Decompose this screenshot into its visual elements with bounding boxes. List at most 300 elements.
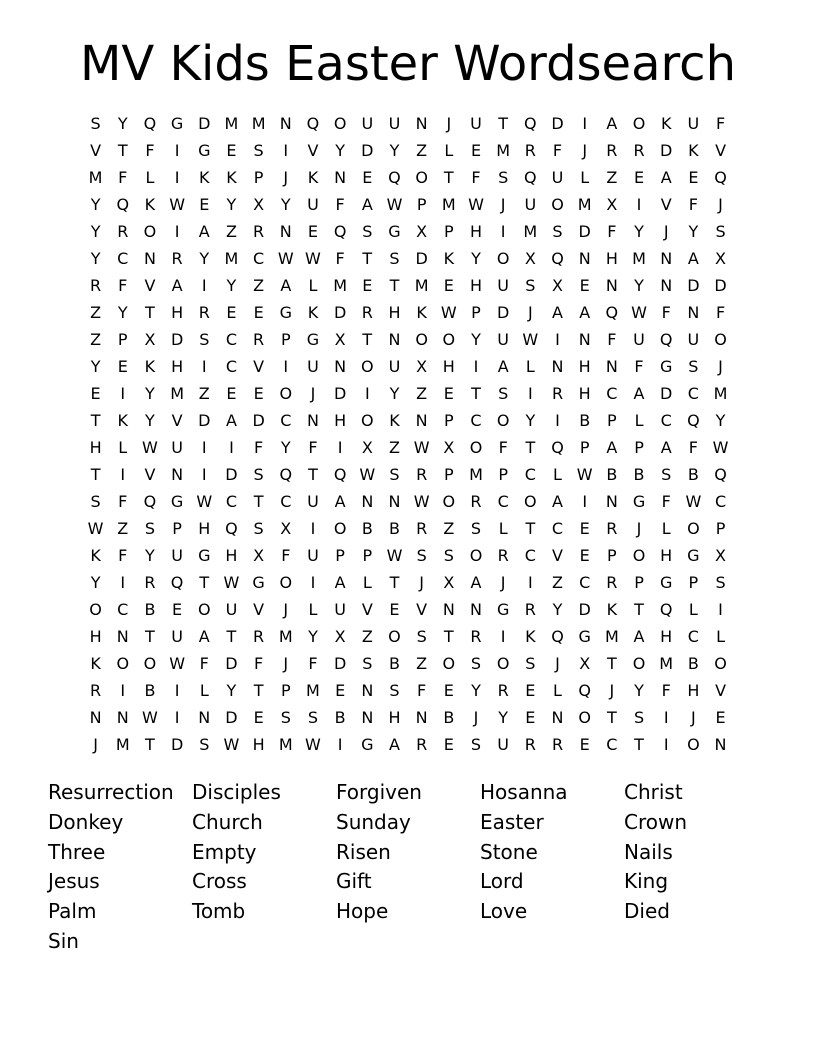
grid-letter[interactable]: T [606,654,617,673]
grid-letter[interactable]: E [525,681,536,700]
grid-letter[interactable]: R [253,330,265,349]
grid-letter[interactable]: I [120,573,126,592]
grid-letter[interactable]: O [89,600,102,619]
grid-letter[interactable]: M [170,384,184,403]
grid-letter[interactable]: W [305,735,321,754]
grid-letter[interactable]: H [578,384,591,403]
grid-letter[interactable]: R [470,492,482,511]
grid-letter[interactable]: M [88,168,103,187]
grid-letter[interactable]: L [118,438,128,457]
grid-letter[interactable]: G [198,546,211,565]
grid-letter[interactable]: K [90,654,101,673]
grid-letter[interactable]: I [718,600,723,619]
grid-letter[interactable]: T [525,438,536,457]
grid-letter[interactable]: D [170,330,184,349]
grid-letter[interactable]: W [87,519,104,538]
grid-letter[interactable]: U [334,600,346,619]
grid-letter[interactable]: N [578,249,591,268]
grid-letter[interactable]: H [660,627,673,646]
grid-letter[interactable]: C [687,384,699,403]
grid-letter[interactable]: F [634,357,644,376]
grid-letter[interactable]: Y [226,276,237,295]
grid-letter[interactable]: C [606,735,618,754]
grid-letter[interactable]: J [718,195,723,214]
grid-letter[interactable]: I [582,492,588,511]
grid-letter[interactable]: X [579,654,591,673]
grid-letter[interactable]: O [632,546,646,565]
grid-letter[interactable]: P [280,330,291,349]
grid-letter[interactable]: S [253,465,264,484]
grid-letter[interactable]: F [145,141,155,160]
grid-letter[interactable]: S [362,222,373,241]
grid-letter[interactable]: Y [145,411,155,430]
grid-letter[interactable]: I [174,168,180,187]
grid-letter[interactable]: O [143,222,157,241]
grid-letter[interactable]: U [361,114,374,133]
grid-letter[interactable]: B [687,465,699,484]
grid-letter[interactable]: U [551,168,564,187]
grid-letter[interactable]: E [525,708,536,727]
grid-letter[interactable]: V [361,600,373,619]
grid-letter[interactable]: Z [443,519,455,538]
grid-letter[interactable]: L [553,681,562,700]
grid-letter[interactable]: I [174,681,180,700]
grid-letter[interactable]: T [606,708,617,727]
grid-letter[interactable]: B [443,708,455,727]
grid-letter[interactable]: Q [605,303,619,322]
grid-letter[interactable]: T [443,627,454,646]
grid-letter[interactable]: E [199,195,210,214]
grid-letter[interactable]: B [144,600,156,619]
grid-letter[interactable]: H [687,681,700,700]
grid-letter[interactable]: F [688,438,698,457]
grid-letter[interactable]: R [497,546,509,565]
grid-letter[interactable]: N [660,249,673,268]
grid-letter[interactable]: P [362,546,373,565]
grid-letter[interactable]: S [416,546,427,565]
grid-letter[interactable]: M [306,681,320,700]
grid-letter[interactable]: H [89,438,102,457]
grid-letter[interactable]: L [716,627,725,646]
grid-letter[interactable]: R [90,276,102,295]
grid-letter[interactable]: U [470,114,482,133]
grid-letter[interactable]: E [688,168,699,187]
grid-letter[interactable]: O [361,357,374,376]
grid-letter[interactable]: Q [687,411,700,430]
grid-letter[interactable]: R [606,141,618,160]
grid-letter[interactable]: C [524,465,536,484]
grid-letter[interactable]: K [307,303,319,322]
grid-letter[interactable]: E [579,735,590,754]
grid-letter[interactable]: X [552,276,563,295]
grid-letter[interactable]: D [170,735,184,754]
grid-letter[interactable]: L [308,276,318,295]
grid-letter[interactable]: O [143,654,157,673]
grid-letter[interactable]: W [142,708,158,727]
grid-letter[interactable]: J [555,654,560,673]
grid-letter[interactable]: N [361,492,374,511]
grid-letter[interactable]: G [198,141,211,160]
grid-letter[interactable]: Q [170,573,184,592]
grid-letter[interactable]: B [633,465,645,484]
grid-letter[interactable]: D [225,654,238,673]
grid-letter[interactable]: T [389,276,400,295]
grid-letter[interactable]: V [253,600,265,619]
grid-letter[interactable]: P [335,546,345,565]
grid-letter[interactable]: I [555,330,560,349]
grid-letter[interactable]: Q [524,114,537,133]
grid-letter[interactable]: K [226,168,237,187]
grid-letter[interactable]: G [361,735,374,754]
grid-letter[interactable]: X [334,330,346,349]
grid-letter[interactable]: F [254,654,264,673]
grid-letter[interactable]: N [551,708,564,727]
grid-letter[interactable]: Z [198,384,210,403]
grid-letter[interactable]: A [606,438,618,457]
grid-letter[interactable]: H [469,222,482,241]
grid-letter[interactable]: I [310,573,316,592]
grid-letter[interactable]: C [117,600,129,619]
grid-letter[interactable]: Q [279,465,293,484]
grid-letter[interactable]: A [633,384,645,403]
grid-letter[interactable]: T [634,600,644,619]
grid-letter[interactable]: Z [388,438,400,457]
grid-letter[interactable]: F [281,546,291,565]
grid-letter[interactable]: F [118,492,128,511]
grid-letter[interactable]: Y [525,411,536,430]
grid-letter[interactable]: E [470,141,482,160]
grid-letter[interactable]: P [280,681,291,700]
grid-letter[interactable]: C [551,519,564,538]
grid-letter[interactable]: D [333,384,347,403]
grid-letter[interactable]: P [634,438,644,457]
grid-letter[interactable]: O [496,411,510,430]
grid-letter[interactable]: Y [634,681,644,700]
grid-letter[interactable]: P [443,222,454,241]
grid-letter[interactable]: R [117,222,129,241]
grid-letter[interactable]: L [444,141,454,160]
grid-letter[interactable]: A [606,114,618,133]
grid-letter[interactable]: I [663,735,669,754]
grid-letter[interactable]: Y [145,384,155,403]
grid-letter[interactable]: O [415,330,428,349]
grid-letter[interactable]: X [524,249,536,268]
grid-letter[interactable]: P [253,168,264,187]
grid-letter[interactable]: S [470,519,482,538]
grid-letter[interactable]: E [307,222,319,241]
grid-letter[interactable]: J [283,168,289,187]
grid-letter[interactable]: W [169,654,186,673]
grid-letter[interactable]: K [144,357,156,376]
grid-letter[interactable]: E [443,681,454,700]
grid-letter[interactable]: J [718,357,723,376]
grid-letter[interactable]: O [524,492,537,511]
grid-letter[interactable]: M [469,465,483,484]
grid-letter[interactable]: S [715,573,726,592]
grid-letter[interactable]: O [496,249,510,268]
grid-letter[interactable]: G [659,573,673,592]
grid-letter[interactable]: G [496,600,510,619]
grid-letter[interactable]: L [634,411,644,430]
grid-letter[interactable]: P [172,519,182,538]
grid-letter[interactable]: O [442,492,456,511]
grid-letter[interactable]: N [306,411,319,430]
grid-letter[interactable]: H [198,519,211,538]
grid-letter[interactable]: Q [578,681,591,700]
grid-letter[interactable]: K [525,627,536,646]
grid-letter[interactable]: O [714,654,727,673]
grid-letter[interactable]: R [524,735,536,754]
grid-letter[interactable]: Q [333,465,347,484]
grid-letter[interactable]: N [198,708,211,727]
grid-letter[interactable]: N [334,168,347,187]
grid-letter[interactable]: W [576,465,593,484]
grid-letter[interactable]: U [307,357,319,376]
grid-letter[interactable]: I [527,573,533,592]
grid-letter[interactable]: B [606,465,618,484]
grid-letter[interactable]: Z [225,222,237,241]
grid-letter[interactable]: I [201,438,207,457]
grid-letter[interactable]: T [471,384,481,403]
grid-letter[interactable]: Z [117,519,129,538]
grid-letter[interactable]: E [226,384,237,403]
grid-letter[interactable]: A [334,492,346,511]
grid-letter[interactable]: L [145,168,155,187]
grid-letter[interactable]: Y [90,222,101,241]
grid-letter[interactable]: X [416,222,428,241]
grid-letter[interactable]: Y [471,330,481,349]
grid-letter[interactable]: Q [551,627,564,646]
grid-letter[interactable]: H [442,357,455,376]
grid-letter[interactable]: I [337,438,343,457]
grid-letter[interactable]: K [307,168,319,187]
grid-letter[interactable]: K [199,168,210,187]
grid-letter[interactable]: A [660,168,672,187]
grid-letter[interactable]: Q [551,249,564,268]
grid-letter[interactable]: U [171,438,183,457]
grid-letter[interactable]: V [715,141,727,160]
grid-letter[interactable]: S [144,519,155,538]
grid-letter[interactable]: Y [308,627,318,646]
grid-letter[interactable]: U [497,330,510,349]
grid-letter[interactable]: R [633,141,645,160]
grid-letter[interactable]: S [389,465,400,484]
grid-letter[interactable]: T [389,573,400,592]
grid-letter[interactable]: N [415,411,428,430]
grid-letter[interactable]: F [471,168,481,187]
grid-letter[interactable]: P [117,330,128,349]
grid-letter[interactable]: U [307,195,319,214]
grid-letter[interactable]: B [388,654,400,673]
grid-letter[interactable]: Q [116,195,130,214]
grid-letter[interactable]: W [413,438,430,457]
grid-letter[interactable]: G [578,627,591,646]
grid-letter[interactable]: Z [90,303,102,322]
grid-letter[interactable]: E [226,303,237,322]
grid-letter[interactable]: F [199,654,209,673]
grid-letter[interactable]: Q [333,222,347,241]
grid-letter[interactable]: O [197,600,211,619]
grid-letter[interactable]: D [660,141,673,160]
grid-letter[interactable]: W [468,195,484,214]
grid-letter[interactable]: S [633,708,645,727]
grid-letter[interactable]: F [335,249,345,268]
grid-letter[interactable]: B [334,708,346,727]
grid-letter[interactable]: V [416,600,428,619]
grid-letter[interactable]: J [500,195,506,214]
grid-letter[interactable]: I [663,708,669,727]
grid-letter[interactable]: T [117,141,128,160]
grid-letter[interactable]: O [578,708,591,727]
grid-letter[interactable]: Y [389,384,400,403]
grid-letter[interactable]: A [660,438,672,457]
grid-letter[interactable]: S [389,249,400,268]
grid-letter[interactable]: D [198,114,211,133]
grid-letter[interactable]: M [224,249,239,268]
grid-letter[interactable]: W [712,438,729,457]
grid-letter[interactable]: S [470,654,482,673]
grid-letter[interactable]: W [386,195,403,214]
grid-letter[interactable]: Q [524,168,537,187]
grid-letter[interactable]: F [335,195,345,214]
grid-letter[interactable]: U [388,114,401,133]
grid-letter[interactable]: G [687,546,700,565]
grid-letter[interactable]: L [498,519,508,538]
grid-letter[interactable]: V [144,276,156,295]
grid-letter[interactable]: Z [416,384,428,403]
grid-letter[interactable]: Z [606,168,618,187]
grid-letter[interactable]: S [90,492,101,511]
grid-letter[interactable]: H [171,303,184,322]
grid-letter[interactable]: Y [226,195,237,214]
grid-letter[interactable]: L [688,600,698,619]
grid-letter[interactable]: K [117,411,128,430]
grid-letter[interactable]: M [278,735,293,754]
grid-letter[interactable]: S [715,222,726,241]
grid-letter[interactable]: E [443,735,454,754]
grid-letter[interactable]: Z [416,141,428,160]
grid-letter[interactable]: F [118,276,128,295]
grid-letter[interactable]: D [578,222,591,241]
grid-letter[interactable]: K [144,195,156,214]
grid-letter[interactable]: A [361,195,373,214]
grid-letter[interactable]: G [388,222,401,241]
grid-letter[interactable]: K [416,303,427,322]
grid-letter[interactable]: Q [388,168,401,187]
grid-letter[interactable]: Y [552,600,563,619]
grid-letter[interactable]: V [90,141,102,160]
grid-letter[interactable]: I [473,357,479,376]
grid-letter[interactable]: Y [634,276,644,295]
grid-letter[interactable]: S [253,141,264,160]
grid-letter[interactable]: G [252,573,265,592]
grid-letter[interactable]: K [389,411,400,430]
grid-letter[interactable]: V [253,357,265,376]
grid-letter[interactable]: S [199,330,210,349]
grid-letter[interactable]: M [278,627,293,646]
grid-letter[interactable]: S [307,708,319,727]
grid-letter[interactable]: D [361,141,374,160]
grid-letter[interactable]: D [660,384,673,403]
grid-letter[interactable]: Y [688,222,699,241]
grid-letter[interactable]: P [579,438,590,457]
grid-letter[interactable]: D [225,708,238,727]
grid-letter[interactable]: Z [361,627,373,646]
grid-letter[interactable]: O [442,330,456,349]
grid-letter[interactable]: Y [199,249,210,268]
grid-letter[interactable]: O [496,654,510,673]
grid-letter[interactable]: W [386,546,403,565]
grid-letter[interactable]: E [117,357,128,376]
grid-letter[interactable]: S [552,222,563,241]
grid-letter[interactable]: I [500,222,506,241]
grid-letter[interactable]: O [714,330,727,349]
grid-letter[interactable]: X [416,357,428,376]
grid-letter[interactable]: V [144,465,156,484]
grid-letter[interactable]: G [279,303,292,322]
grid-letter[interactable]: W [685,492,702,511]
grid-letter[interactable]: N [116,708,129,727]
grid-letter[interactable]: U [524,195,537,214]
grid-letter[interactable]: C [497,492,509,511]
grid-letter[interactable]: Z [416,654,428,673]
grid-letter[interactable]: B [361,519,373,538]
grid-letter[interactable]: U [497,735,510,754]
grid-letter[interactable]: R [253,222,265,241]
grid-letter[interactable]: B [579,411,591,430]
grid-letter[interactable]: X [606,195,618,214]
grid-letter[interactable]: H [252,735,265,754]
grid-letter[interactable]: R [253,627,265,646]
grid-letter[interactable]: I [120,384,126,403]
grid-letter[interactable]: U [171,627,183,646]
grid-letter[interactable]: E [579,546,590,565]
grid-letter[interactable]: L [308,600,318,619]
grid-letter[interactable]: N [551,357,564,376]
grid-letter[interactable]: W [522,330,539,349]
grid-letter[interactable]: E [226,141,237,160]
grid-letter[interactable]: I [283,141,289,160]
grid-letter[interactable]: O [551,195,564,214]
grid-letter[interactable]: F [715,114,726,133]
grid-letter[interactable]: C [660,411,672,430]
grid-letter[interactable]: U [687,330,700,349]
grid-letter[interactable]: J [93,735,98,754]
grid-letter[interactable]: T [634,735,644,754]
grid-letter[interactable]: P [443,411,454,430]
grid-letter[interactable]: N [415,114,428,133]
grid-letter[interactable]: N [116,627,129,646]
grid-letter[interactable]: I [582,114,588,133]
grid-letter[interactable]: C [280,411,292,430]
grid-letter[interactable]: N [361,681,374,700]
grid-letter[interactable]: Y [389,141,400,160]
grid-letter[interactable]: N [388,492,401,511]
grid-letter[interactable]: J [500,573,506,592]
grid-letter[interactable]: R [361,303,373,322]
grid-letter[interactable]: Y [90,249,101,268]
grid-letter[interactable]: F [661,492,671,511]
grid-letter[interactable]: T [443,168,454,187]
grid-letter[interactable]: Q [551,438,564,457]
grid-letter[interactable]: M [333,276,348,295]
grid-letter[interactable]: E [362,276,373,295]
grid-letter[interactable]: B [388,519,400,538]
grid-letter[interactable]: I [120,465,126,484]
grid-letter[interactable]: M [577,195,592,214]
grid-letter[interactable]: I [364,384,370,403]
grid-letter[interactable]: S [498,168,509,187]
